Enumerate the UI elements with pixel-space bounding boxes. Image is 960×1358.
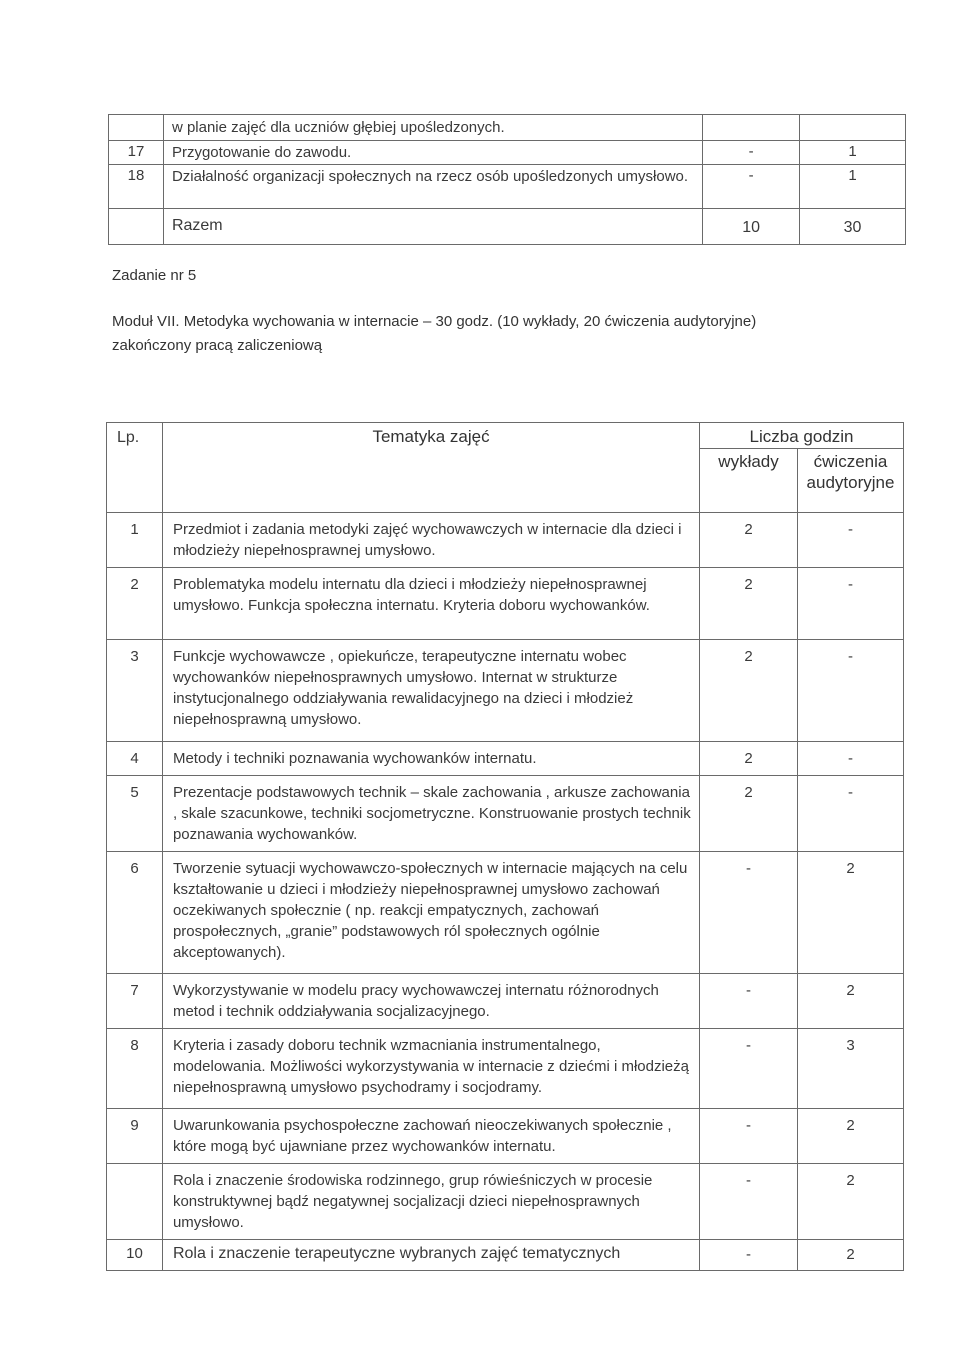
row-lectures: - bbox=[700, 852, 798, 974]
task-title: Zadanie nr 5 bbox=[112, 267, 197, 284]
header-row bbox=[107, 423, 904, 449]
row-lectures: 2 bbox=[700, 776, 798, 852]
row-topic: Metody i techniki poznawania wychowanków internatu. bbox=[162, 742, 699, 776]
col-topic-header: Tematyka zajęć bbox=[162, 423, 699, 513]
table-row bbox=[107, 1240, 904, 1271]
table-row bbox=[107, 568, 904, 640]
row-exercises: 2 bbox=[797, 974, 903, 1029]
table-row bbox=[107, 742, 904, 776]
table-row bbox=[107, 852, 904, 974]
row-lectures: - bbox=[700, 1109, 798, 1164]
top-continuation-table bbox=[108, 114, 906, 245]
row-exercises: 3 bbox=[797, 1029, 903, 1109]
row-exercises: 2 bbox=[797, 852, 903, 974]
row-topic: Funkcje wychowawcze , opiekuńcze, terapeutyczne internatu wobec wychowanków niepełnosprawnych umysłowo. Internat w strukturze instytucjonalnego oddziaływania rewalidacyjnego na dzieci i młodzież niepełnosprawną umysłowo. bbox=[162, 640, 699, 742]
row-topic: w planie zajęć dla uczniów głębiej upośledzonych. bbox=[163, 115, 702, 141]
module-heading bbox=[112, 310, 932, 358]
row-number: 1 bbox=[107, 513, 163, 568]
row-topic: Prezentacje podstawowych technik – skale zachowania , arkusze zachowania , skale szacunkowe, techniki socjometryczne. Konstruowanie prostych technik poznawania wychowanków. bbox=[162, 776, 699, 852]
row-topic: Przedmiot i zadania metodyki zajęć wychowawczych w internacie dla dzieci i młodzieży niepełnosprawnej umysłowo. bbox=[162, 513, 699, 568]
total-lectures: 10 bbox=[703, 209, 800, 245]
row-lectures: - bbox=[700, 1240, 798, 1271]
row-topic: Działalność organizacji społecznych na rzecz osób upośledzonych umysłowo. bbox=[163, 165, 702, 209]
row-topic: Problematyka modelu internatu dla dzieci i młodzieży niepełnosprawnej umysłowo. Funkcja społeczna internatu. Kryteria doboru wychowanków. bbox=[162, 568, 699, 640]
row-lectures: 2 bbox=[700, 513, 798, 568]
row-topic: Wykorzystywanie w modelu pracy wychowawczej internatu różnorodnych metod i technik oddziaływania socjalizacyjnego. bbox=[162, 974, 699, 1029]
total-exercises: 30 bbox=[800, 209, 906, 245]
row-number: 4 bbox=[107, 742, 163, 776]
row-number: 10 bbox=[107, 1240, 163, 1271]
row-lectures: - bbox=[703, 165, 800, 209]
row-lectures: - bbox=[700, 1164, 798, 1240]
row-exercises: - bbox=[797, 640, 903, 742]
row-lectures: 2 bbox=[700, 640, 798, 742]
row-topic: Uwarunkowania psychospołeczne zachowań nieoczekiwanych społecznie , które mogą być ujawniane przez wychowanków internatu. bbox=[162, 1109, 699, 1164]
table-row bbox=[107, 1164, 904, 1240]
module-subtitle: zakończony pracą zaliczeniową bbox=[112, 337, 323, 354]
table-row bbox=[107, 1109, 904, 1164]
row-number bbox=[109, 115, 164, 141]
row-number: 5 bbox=[107, 776, 163, 852]
row-lectures: - bbox=[700, 974, 798, 1029]
row-topic: Rola i znaczenie środowiska rodzinnego, grup rówieśniczych w procesie konstruktywnej bądź negatywnej socjalizacji dzieci niepełnosprawnych umysłowo. bbox=[162, 1164, 699, 1240]
table-row bbox=[109, 141, 906, 165]
table-row bbox=[107, 776, 904, 852]
row-number: 17 bbox=[109, 141, 164, 165]
row-exercises: - bbox=[797, 513, 903, 568]
row-lectures: 2 bbox=[700, 742, 798, 776]
row-exercises bbox=[800, 115, 906, 141]
table-row bbox=[109, 165, 906, 209]
col-exercises-header: ćwiczenia audytoryjne bbox=[797, 449, 903, 513]
row-topic: Tworzenie sytuacji wychowawczo-społecznych w internacie mających na celu kształtowanie u dzieci i młodzieży niepełnosprawnej umysłowo zachowań oczekiwanych społecznie ( np. reakcji empatycznych, zachowań prospołecznych, „granie” podstawowych ról społecznych ogólnie akceptowanych). bbox=[162, 852, 699, 974]
row-number: 8 bbox=[107, 1029, 163, 1109]
row-topic: Kryteria i zasady doboru technik wzmacniania instrumentalnego, modelowania. Możliwości wykorzystywania w internacie z dziećmi i młodzieżą niepełnosprawną umysłowo psychodramy i socjodramy. bbox=[162, 1029, 699, 1109]
col-hours-header: Liczba godzin bbox=[700, 423, 904, 449]
row-topic: Przygotowanie do zawodu. bbox=[163, 141, 702, 165]
row-number: 7 bbox=[107, 974, 163, 1029]
row-number: 2 bbox=[107, 568, 163, 640]
row-exercises: - bbox=[797, 742, 903, 776]
col-lectures-header: wykłady bbox=[700, 449, 798, 513]
row-lectures: - bbox=[703, 141, 800, 165]
row-exercises: 2 bbox=[797, 1109, 903, 1164]
row-exercises: 2 bbox=[797, 1164, 903, 1240]
table-row bbox=[107, 974, 904, 1029]
col-lp-header: Lp. bbox=[107, 423, 163, 513]
row-exercises: - bbox=[797, 568, 903, 640]
row-exercises: 2 bbox=[797, 1240, 903, 1271]
row-number bbox=[107, 1164, 163, 1240]
row-exercises: - bbox=[797, 776, 903, 852]
table-row bbox=[107, 640, 904, 742]
total-label: Razem bbox=[163, 209, 702, 245]
row-exercises: 1 bbox=[800, 141, 906, 165]
row-number: 18 bbox=[109, 165, 164, 209]
module-title: Moduł VII. Metodyka wychowania w internacie – 30 godz. (10 wykłady, 20 ćwiczenia audytoryjne) bbox=[112, 313, 757, 330]
row-number: 3 bbox=[107, 640, 163, 742]
row-topic: Rola i znaczenie terapeutyczne wybranych zajęć tematycznych bbox=[162, 1240, 699, 1271]
row-lectures: 2 bbox=[700, 568, 798, 640]
module-topics-table bbox=[106, 422, 904, 1271]
total-row bbox=[109, 209, 906, 245]
row-exercises: 1 bbox=[800, 165, 906, 209]
row-lectures: - bbox=[700, 1029, 798, 1109]
row-lectures bbox=[703, 115, 800, 141]
row-number: 9 bbox=[107, 1109, 163, 1164]
row-number: 6 bbox=[107, 852, 163, 974]
table-row bbox=[109, 115, 906, 141]
table-row bbox=[107, 1029, 904, 1109]
table-row bbox=[107, 513, 904, 568]
